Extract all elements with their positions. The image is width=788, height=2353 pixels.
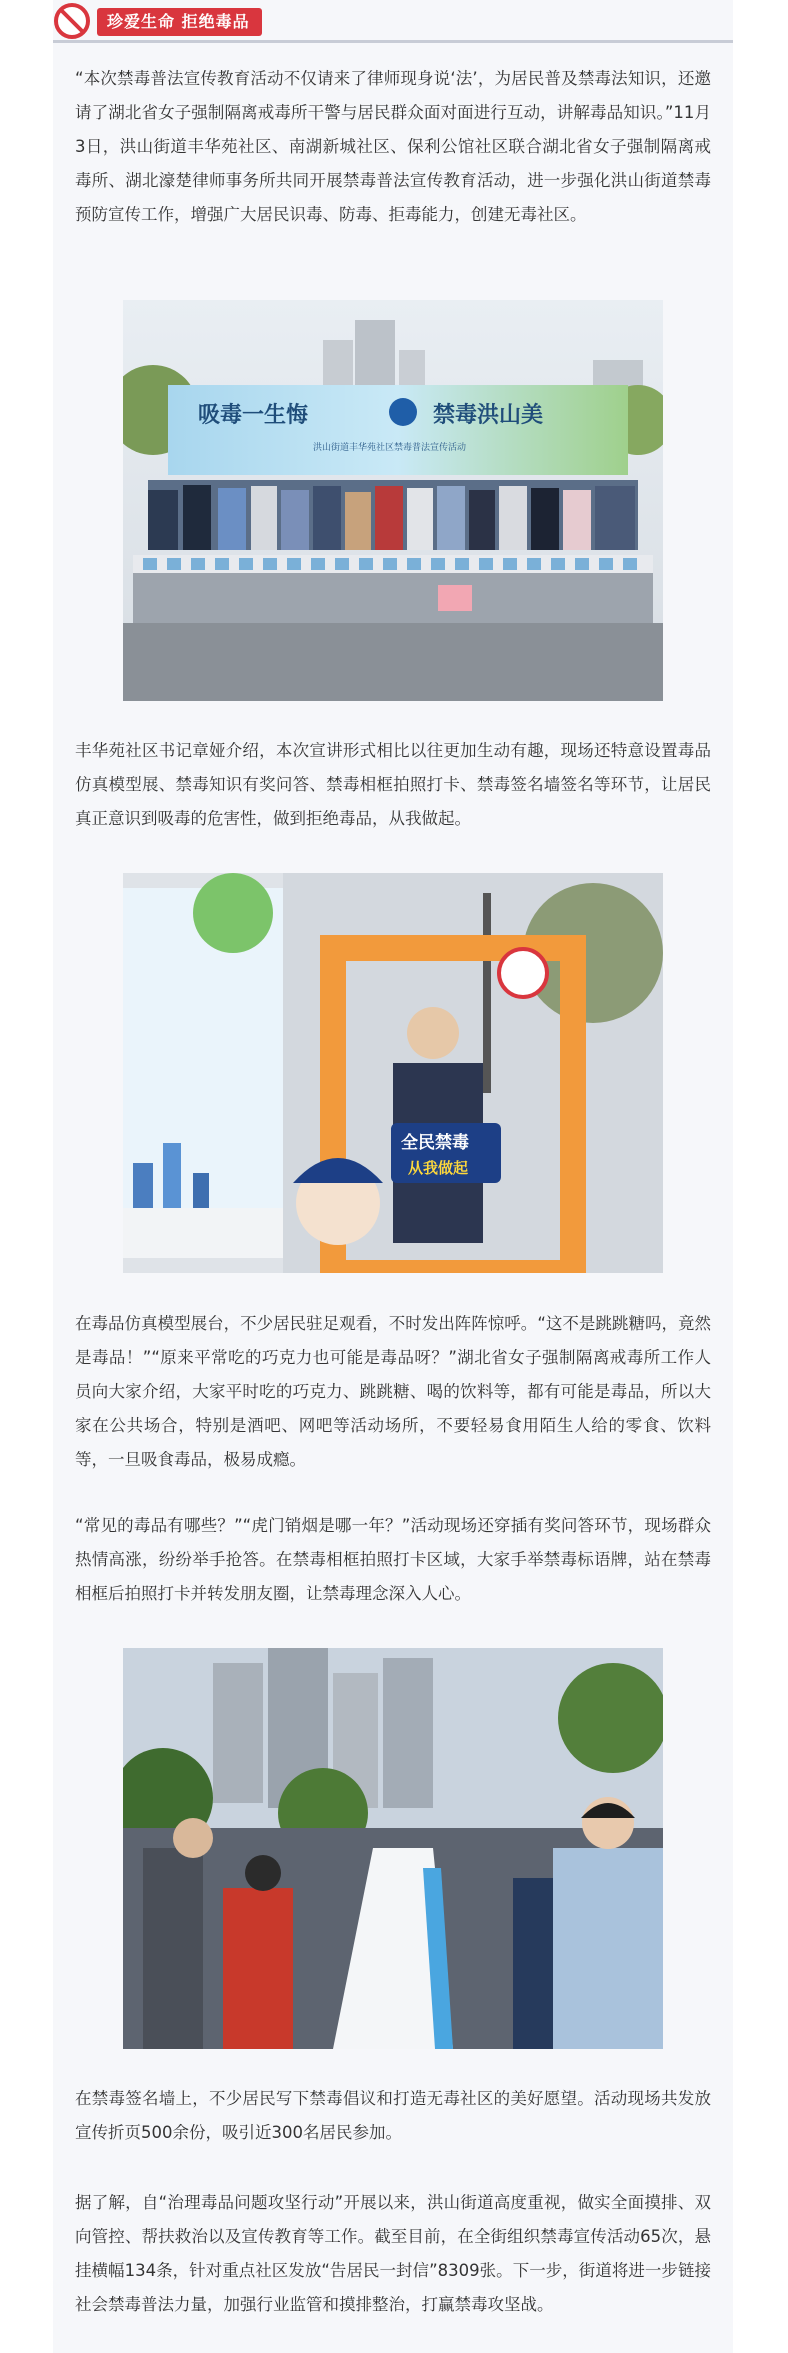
section-tag: 珍爱生命 拒绝毒品 bbox=[97, 8, 262, 36]
paragraph-intro: “本次禁毒普法宣传教育活动不仅请来了律师现身说‘法’，为居民普及禁毒法知识，还邀请了湖北省女子强制隔离戒毒所干警与居民群众面对面进行互动，讲解毒品知识。”11月3日，洪山街道丰华苑社区、南湖新城社区、保利公馆社区联合湖北省女子强制隔离戒毒所、湖北濠楚律师事务所共同开展禁毒普法宣传教育活动，进一步强化洪山街道禁毒预防宣传工作，增强广大居民识毒、防毒、拒毒能力，创建无毒社区。 bbox=[75, 69, 711, 224]
banner-left-text: 吸毒一生悔 bbox=[198, 403, 309, 428]
header-divider bbox=[53, 40, 733, 43]
paragraph-summary: 据了解，自“治理毒品问题攻坚行动”开展以来，洪山街道高度重视，做实全面摸排、双向管控、帮扶救治以及宣传教育等工作。截至目前，在全街组织禁毒宣传活动65次，悬挂横幅134条，针对重点社区发放“告居民一封信”8309张。下一步，街道将进一步链接社会禁毒普法力量，加强行业监管和摸排整治，打赢禁毒攻坚战。 bbox=[75, 2193, 711, 2314]
paragraph-secretary: 丰华苑社区书记章娅介绍，本次宣讲形式相比以往更加生动有趣，现场还特意设置毒品仿真模型展、禁毒知识有奖问答、禁毒相框拍照打卡、禁毒签名墙签名等环节，让居民真正意识到吸毒的危害性，做到拒绝毒品，从我做起。 bbox=[75, 741, 711, 828]
paragraph-quiz: “常见的毒品有哪些？”“虎门销烟是哪一年？”活动现场还穿插有奖问答环节，现场群众热情高涨，纷纷举手抢答。在禁毒相框拍照打卡区域，大家手举禁毒标语牌，站在禁毒相框后拍照打卡并转发朋友圈，让禁毒理念深入人心。 bbox=[75, 1516, 711, 1603]
banner-sub-text: 洪山街道丰华苑社区禁毒普法宣传活动 bbox=[313, 443, 467, 453]
no-drugs-prohibition-icon bbox=[53, 2, 91, 40]
frame-slogan-bottom: 从我做起 bbox=[408, 1159, 469, 1177]
photo-group-banner bbox=[123, 300, 663, 701]
section-header bbox=[53, 2, 733, 44]
paragraph-model-display: 在毒品仿真模型展台，不少居民驻足观看，不时发出阵阵惊呼。“这不是跳跳糖吗，竟然是毒品！”“原来平常吃的巧克力也可能是毒品呀？”湖北省女子强制隔离戒毒所工作人员向大家介绍，大家平时吃的巧克力、跳跳糖、喝的饮料等，都有可能是毒品，所以大家在公共场合，特别是酒吧、网吧等活动场所，不要轻易食用陌生人给的零食、饮料等，一旦吸食毒品，极易成瘾。 bbox=[75, 1314, 711, 1469]
photo-frame-checkin bbox=[123, 873, 663, 1273]
paragraph-signature-wall: 在禁毒签名墙上，不少居民写下禁毒倡议和打造无毒社区的美好愿望。活动现场共发放宣传折页500余份，吸引近300名居民参加。 bbox=[75, 2089, 711, 2142]
banner-right-text: 禁毒洪山美 bbox=[433, 403, 544, 428]
article bbox=[53, 0, 733, 2353]
photo-residents-viewing bbox=[123, 1648, 663, 2049]
frame-slogan-top: 全民禁毒 bbox=[401, 1133, 469, 1153]
